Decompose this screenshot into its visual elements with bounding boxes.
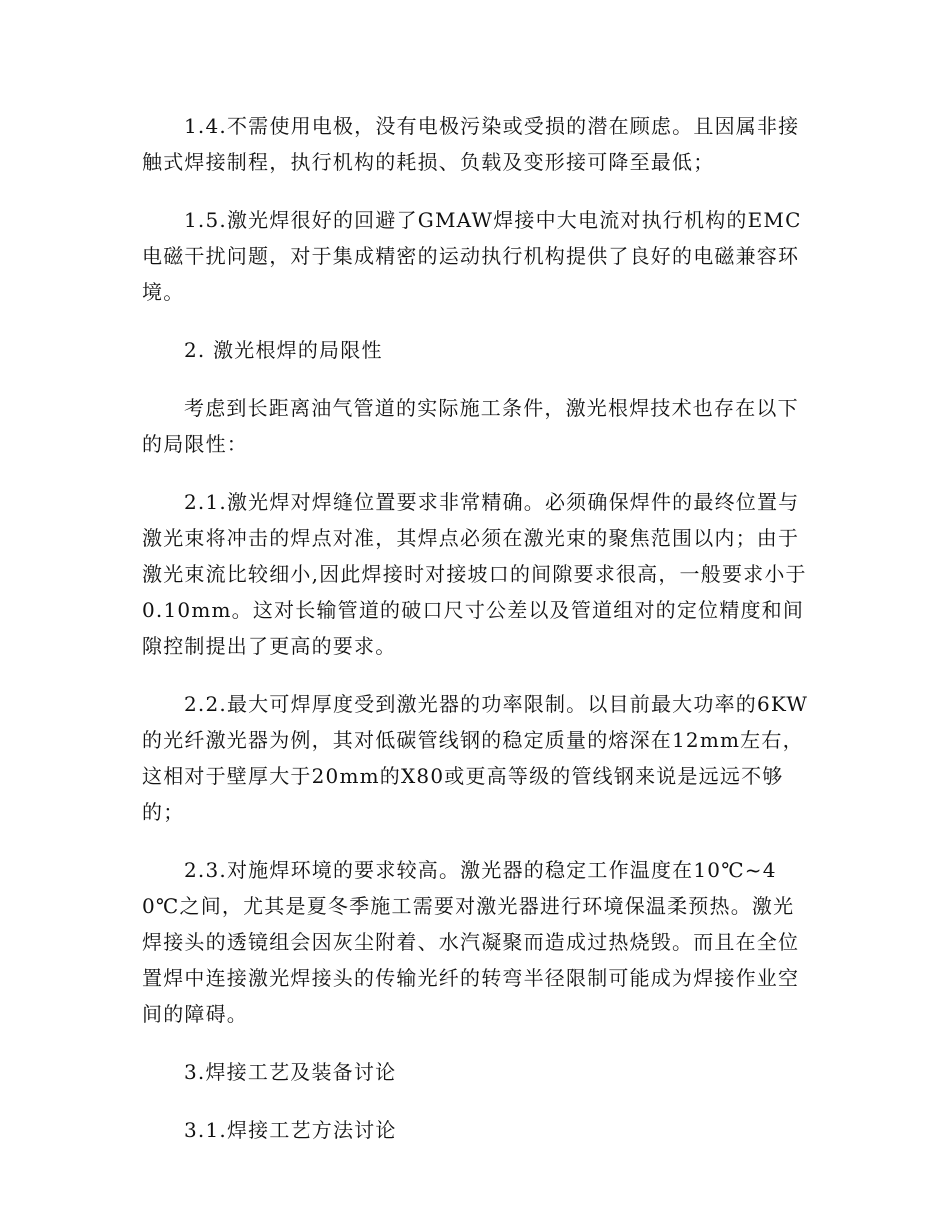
paragraph-limitations-intro: 考虑到长距离油气管道的实际施工条件，激光根焊技术也存在以下的局限性： <box>142 396 799 456</box>
section-heading-2-limitations: 2. 激光根焊的局限性 <box>184 338 383 362</box>
paragraph-1-4-no-electrode: 1.4.不需使用电极，没有电极污染或受损的潜在顾虑。且因属非接触式焊接制程，执行机构的耗损、负载及变形接可降至最低； <box>142 114 800 174</box>
document-page <box>142 108 812 1170</box>
paragraph-1-5-emc: 1.5.激光焊很好的回避了GMAW焊接中大电流对执行机构的EMC电磁干扰问题，对于集成精密的运动执行机构提供了良好的电磁兼容环境。 <box>142 208 802 304</box>
paragraph-2-2-thickness-limit: 2.2.最大可焊厚度受到激光器的功率限制。以目前最大功率的6KW的光纤激光器为例，其对低碳管线钢的稳定质量的熔深在12mm左右，这相对于壁厚大于20mm的X80或更高等级的管线钢来说是远远不够的； <box>142 692 809 824</box>
section-heading-3-process-equipment: 3.焊接工艺及装备讨论 <box>184 1060 397 1084</box>
paragraph-2-3-environment: 2.3.对施焊环境的要求较高。激光器的稳定工作温度在10℃~40℃之间，尤其是夏冬季施工需要对激光器进行环境保温柔预热。激光焊接头的透镜组会因灰尘附着、水汽凝聚而造成过热烧毁。而且在全位置焊中连接激光焊接头的传输光纤的转弯半径限制可能成为焊接作业空间的障碍。 <box>142 858 800 1026</box>
section-heading-3-1-process-method: 3.1.焊接工艺方法讨论 <box>184 1118 397 1142</box>
paragraph-2-1-position-accuracy: 2.1.激光焊对焊缝位置要求非常精确。必须确保焊件的最终位置与激光束将冲击的焊点对准，其焊点必须在激光束的聚焦范围以内；由于激光束流比较细小,因此焊接时对接坡口的间隙要求很高，一般要求小于0.10mm。这对长输管道的破口尺寸公差以及管道组对的定位精度和间隙控制提出了更高的要求。 <box>142 490 807 658</box>
